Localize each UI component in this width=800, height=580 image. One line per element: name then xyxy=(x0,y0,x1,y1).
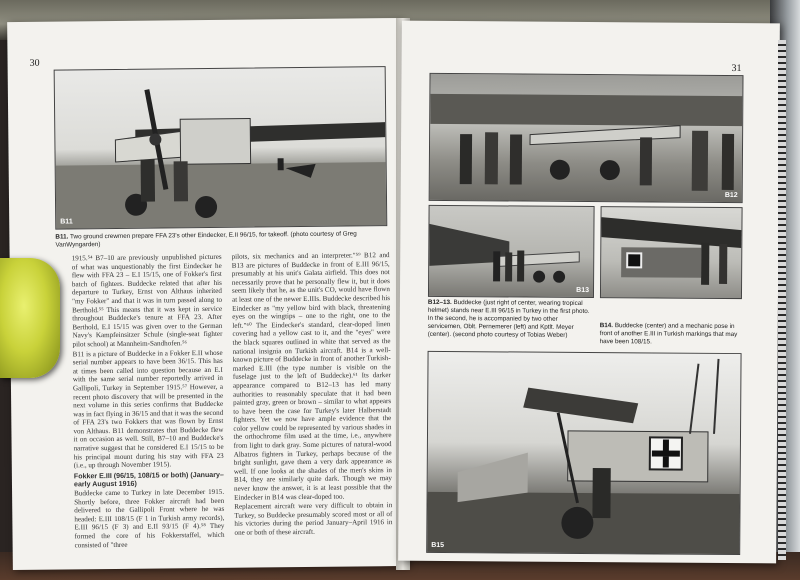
photo-b14 xyxy=(600,206,743,299)
photo-b14-image xyxy=(601,207,742,298)
yellow-jar xyxy=(0,258,60,378)
caption-b14-text: Buddecke (center) and a mechanic pose in front of another E.III in Turkish markings that may have been 108/15. xyxy=(599,322,738,346)
caption-b11 xyxy=(55,230,385,249)
paragraph: Buddecke came to Turkey in late December 1915. Shortly before, three Fokker aircraft had been delivered to the Gallipoli Front where he was headed: E.III 108/15 (F 1 in Turkish army records), E.III 96/15 (F 3) and E.II 93/15 (F 4).⁵⁸ They formed the core of his Fokkerstaffel, which consisted of "three xyxy=(74,487,225,549)
photo-b13 xyxy=(428,205,595,298)
left-page-number: 30 xyxy=(29,57,40,69)
photo-b15-image xyxy=(427,352,740,554)
photo-b12-image xyxy=(430,74,743,202)
caption-b12-13-id: B12–13. xyxy=(427,298,452,307)
caption-b11-id: B11. xyxy=(55,233,69,241)
right-page-number: 31 xyxy=(731,62,742,75)
paragraph: B11 is a picture of Buddecke in a Fokker E.II whose serial number appears to have been 36/15. This has at times been called into question because an E.I with the same serial number reportedly arrived in Gallipoli, Turkey in September 1915.⁵⁷ However, a recent photo discovery that will be presented in the next volume in this series confirms that Buddecke was in fact flying in 36/15 and that it was the second of FFA 23's two Fokkers that was flown by Ernst von Althaus. B11 demonstrates that Buddecke flew it on occasion as well. Still, B7–10 and Buddecke's narrative suggest that he considered E.I 15/15 to be his principal mount during his stay with FFA 23 (i.e., up through November 1915). xyxy=(72,348,224,470)
photo-b12 xyxy=(429,73,744,203)
paragraph: 1915.⁵⁴ B7–10 are previously unpublished pictures of what was unquestionably the first Eindecker he flew with FFA 23 – E.I 15/15, one of Fokker's first batch of fighters. Buddecke related that after his departure to Turkey, Ernst von Althaus inherited "my Fokker" and that it was in turn passed along to Berthold.⁵⁵ This means that it was kept in service throughout Buddecke's tenure at FFA 23. After Berthold, E.I 15/15 was given over to the German Navy's Kampfeinsitzer Schule (single-seat fighter pilot school) at Mannheim-Sandhofen.⁵⁶ xyxy=(71,252,223,349)
photo-b11-image xyxy=(55,67,387,228)
photo-b15 xyxy=(426,351,741,555)
photo-b12-label: B12 xyxy=(724,191,738,200)
photo-b15-label: B15 xyxy=(431,541,445,549)
caption-b12-13-text: Buddecke (just right of center, wearing tropical helmet) stands near E.III 96/15 in Turkey in the first photo. In the second, he is accompanied by two other servicemen, Oblt. Pernemerer (left) and Kptlt. Meyer (center). (second photo courtesy of Tobias Weber) xyxy=(427,299,590,339)
left-page xyxy=(7,18,408,570)
caption-b11-text: Two ground crewmen prepare FFA 23's other Eindecker, E.II 96/15, for takeoff. (photo courtesy of Greg VanWyngarden) xyxy=(55,230,357,249)
photo-b11 xyxy=(54,66,388,229)
photo-b13-image xyxy=(429,206,594,297)
caption-b14-id: B14. xyxy=(599,322,614,330)
photo-b13-label: B13 xyxy=(576,286,590,294)
page-edges xyxy=(778,40,786,560)
section-heading: Fokker E.III (96/15, 108/15 or both) (January–early August 1916) xyxy=(73,470,224,489)
paragraph: Replacement aircraft were very difficult to obtain in Turkey, so Buddecke presumably scored most or all of his victories during the period January–April 1916 in one or both of these aircraft. xyxy=(234,501,393,537)
photo-b11-label: B11 xyxy=(60,218,73,226)
caption-b14 xyxy=(600,322,740,347)
paragraph: pilots, six mechanics and an interpreter."⁵⁹ B12 and B13 are pictures of Buddecke in front of E.III 96/15, presumably at his unit's Galata airfield. This does not necessarily prove that he personally flew it, but it does seem likely that he, as the unit's CO, would have flown at least one of the newer E.IIIs. Buddecke described his Eindecker as "my yellow bird with black, threatening eyes on the wingtips – one to the right, one to the left."⁶⁰ The Eindecker's standard, clear-doped linen covering had a yellow cast to it, and the "eyes" were the black squares outlined in white that served as the national insignia on Turkish aircraft. B14 is a well-known picture of Buddecke in front of another Turkish-marked E.III (the type number is visible on the fuselage just to the left of Buddecke).⁶¹ Its darker appearance compared to B12–13 has led many authorities to reasonably speculate that it had been painted gray, green or brown – similar to what appears to have been the case for Turkey's later Halberstadt fighters. Yet we now have ample evidence that the color yellow could be represented by various shades in the orthochrome film used at the time, i.e., anywhere from light to dark gray. Some pictures of natural-wood Albatros fighters in Turkey, perhaps because of the bright sunlight, gave them a very dark appearance as well. If one looks at the shades of the men's skins in B14, they are similarly quite dark. Though we may never know the answer, it is at least possible that the Eindecker in B14 was clear-doped too. xyxy=(231,251,393,502)
right-page xyxy=(398,21,780,564)
left-column-1 xyxy=(72,253,225,561)
caption-b12-13 xyxy=(428,299,592,340)
left-column-2 xyxy=(232,251,393,559)
